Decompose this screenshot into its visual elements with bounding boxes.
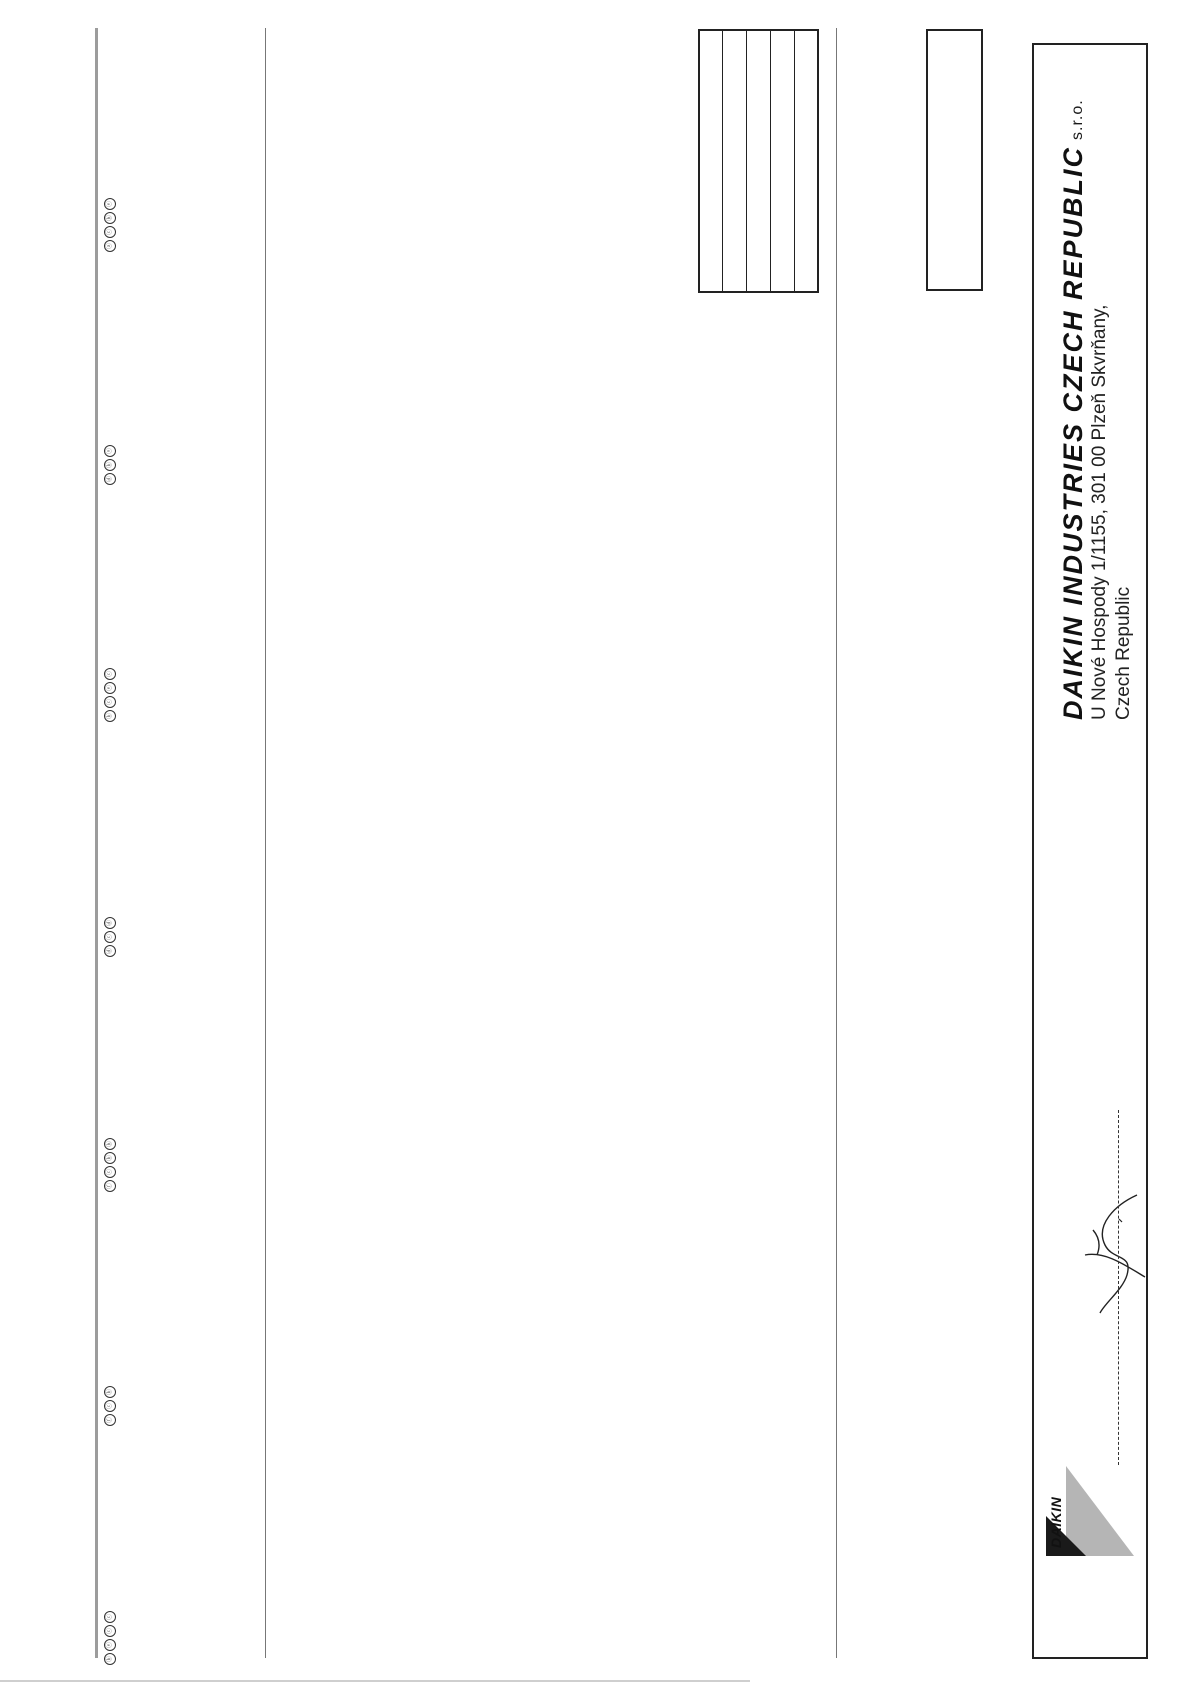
circled-code: ⓑ: [104, 1653, 116, 1665]
company-address-line-2: Czech Republic: [1113, 586, 1134, 720]
bottom-rule: [0, 1680, 750, 1682]
circled-code: ⓑ: [104, 1152, 116, 1164]
circled-code: ⓒ: [104, 1166, 116, 1178]
circled-code: ⓑ: [104, 710, 116, 722]
empty-table-box: [698, 29, 819, 293]
circled-code: ⓓ: [104, 917, 116, 929]
circled-code: ⓐ: [104, 240, 116, 252]
column-separator: [836, 28, 837, 1658]
company-suffix: s.r.o.: [1069, 99, 1086, 140]
table-column-line: [770, 31, 771, 291]
circled-code: ⓢ: [104, 445, 116, 457]
table-column-line: [794, 31, 795, 291]
signature-line: [1118, 1110, 1119, 1465]
circled-code: ⓕ: [104, 1414, 116, 1426]
margin-code-group-4: [103, 897, 117, 957]
logo-wordmark: DAIKIN: [1048, 1496, 1064, 1548]
circled-code: ⓑ: [104, 1386, 116, 1398]
table-column-line: [746, 31, 747, 291]
left-margin-rule: [95, 28, 98, 1658]
company-info: [1058, 99, 1136, 720]
company-heading: [1058, 99, 1088, 720]
margin-code-group-7: [103, 1605, 117, 1665]
circled-code: ⓓ: [104, 945, 116, 957]
circled-code: ⓒ: [104, 931, 116, 943]
circled-code: ⓒ: [104, 226, 116, 238]
margin-code-group-1: [103, 192, 117, 252]
empty-field-box: [926, 29, 983, 291]
column-separator: [265, 28, 266, 1658]
circled-code: ⓔ: [104, 682, 116, 694]
circled-code: ⓔ: [104, 1639, 116, 1651]
circled-code: ⓒ: [104, 1611, 116, 1623]
company-address-line-1: U Nové Hospody 1/1155, 301 00 Plzeň Skvrňany,: [1089, 304, 1110, 720]
circled-code: ⓒ: [104, 1625, 116, 1637]
margin-code-group-5: [103, 1132, 117, 1192]
circled-code: ⓑ: [104, 459, 116, 471]
table-column-line: [722, 31, 723, 291]
circled-code: ⓒ: [104, 696, 116, 708]
margin-code-group-6: [103, 1366, 117, 1426]
circled-code: ⓒ: [104, 668, 116, 680]
circled-code: ⓗ: [104, 212, 116, 224]
margin-code-group-2: [103, 425, 117, 485]
circled-code: ⓔ: [104, 198, 116, 210]
margin-code-group-3: [103, 662, 117, 722]
circled-code: ⓒ: [104, 1400, 116, 1412]
company-name: DAIKIN INDUSTRIES CZECH REPUBLIC: [1058, 145, 1088, 720]
circled-code: ⓕ: [104, 1180, 116, 1192]
circled-code: ⓗ: [104, 1138, 116, 1150]
circled-code: ⓓ: [104, 473, 116, 485]
